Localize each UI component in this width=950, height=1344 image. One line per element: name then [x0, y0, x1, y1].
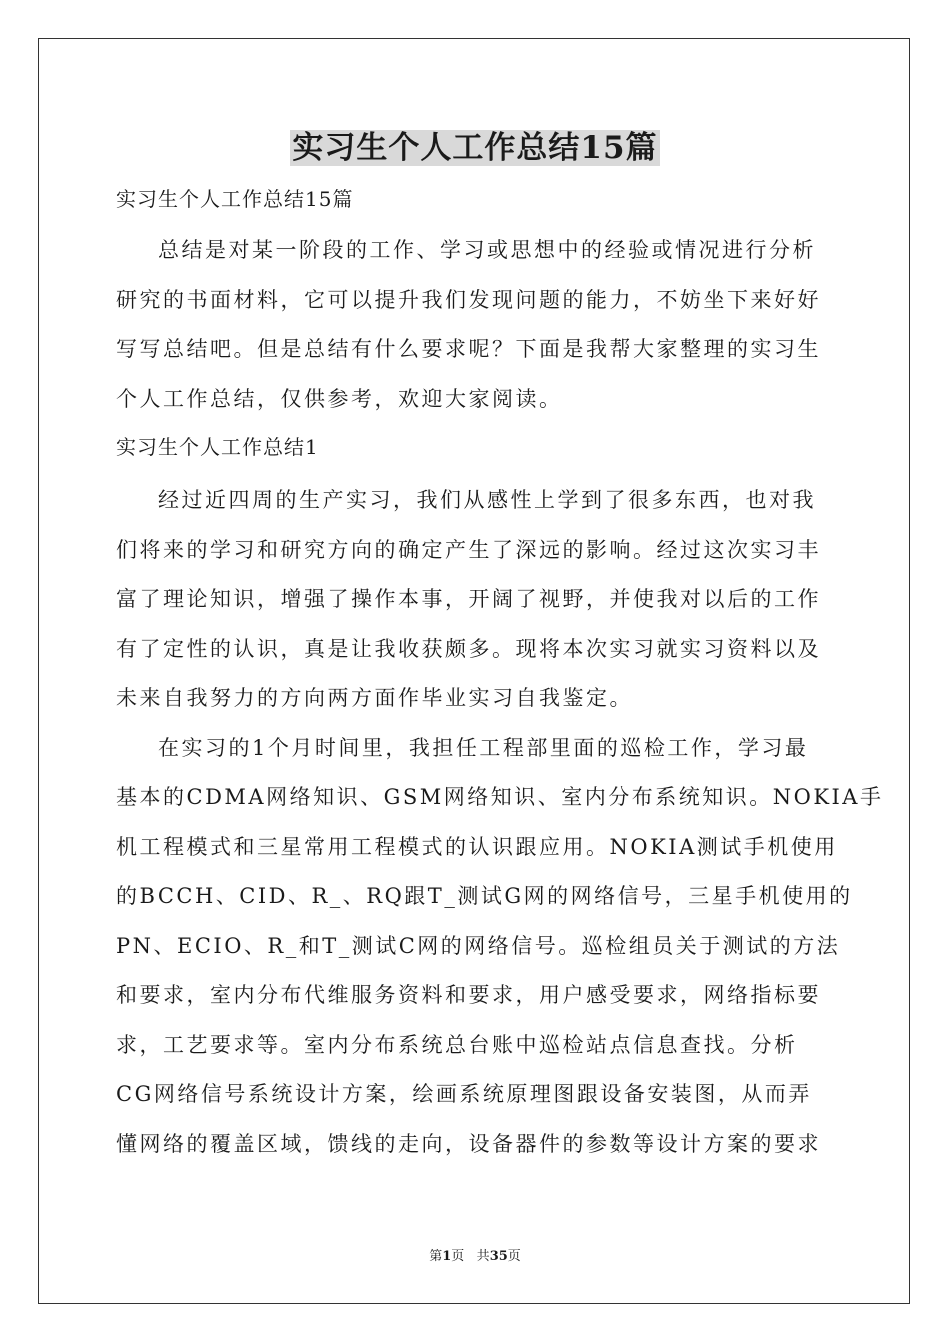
paragraph-line: 们将来的学习和研究方向的确定产生了深远的影响。经过这次实习丰 [116, 537, 821, 562]
paragraph-line: 在实习的1个月时间里，我担任工程部里面的巡检工作，学习最 [158, 735, 809, 760]
intro-line: 总结是对某一阶段的工作、学习或思想中的经验或情况进行分析 [158, 238, 816, 262]
intro-line: 个人工作总结，仅供参考，欢迎大家阅读。 [116, 386, 563, 411]
paragraph-line: CG网络信号系统设计方案，绘画系统原理图跟设备安装图，从而弄 [116, 1082, 812, 1106]
paragraph-line: 和要求，室内分布代维服务资料和要求，用户感受要求，网络指标要 [116, 983, 821, 1007]
page-suffix: 页 [451, 1249, 465, 1264]
paragraph-line: 基本的CDMA网络知识、GSM网络知识、室内分布系统知识。NOKIA手 [116, 785, 884, 809]
paragraph-2 [116, 724, 884, 1170]
paragraph-line: 经过近四周的生产实习，我们从感性上学到了很多东西，也对我 [158, 488, 816, 512]
document-title [0, 126, 950, 170]
total-pages: 35 [489, 1249, 508, 1264]
page-prefix: 第 [429, 1249, 443, 1264]
page-number: 1 [442, 1249, 452, 1264]
intro-line: 研究的书面材料，它可以提升我们发现问题的能力，不妨坐下来好好 [116, 287, 821, 312]
paragraph-1 [116, 476, 834, 724]
paragraph-line: 求，工艺要求等。室内分布系统总台账中巡检站点信息查找。分析 [116, 1032, 798, 1057]
document-body [116, 178, 884, 1169]
paragraph-line: 有了定性的认识，真是让我收获颇多。现将本次实习就实习资料以及 [116, 636, 821, 661]
total-prefix: 共 [476, 1249, 490, 1264]
intro-line: 写写总结吧。但是总结有什么要求呢？下面是我帮大家整理的实习生 [116, 337, 821, 361]
paragraph-line: 的BCCH、CID、R_、RQ跟T_测试G网的网络信号，三星手机使用的 [116, 884, 853, 908]
section-heading: 实习生个人工作总结1 [116, 435, 319, 459]
paragraph-line: 富了理论知识，增强了操作本事，开阔了视野，并使我对以后的工作 [116, 587, 821, 611]
paragraph-line: PN、ECIO、R_和T_测试C网的网络信号。巡检组员关于测试的方法 [116, 933, 841, 958]
paragraph-line: 未来自我努力的方向两方面作毕业实习自我鉴定。 [116, 686, 633, 710]
document-subtitle: 实习生个人工作总结15篇 [116, 187, 354, 211]
intro-paragraph [116, 226, 834, 424]
total-suffix: 页 [507, 1249, 521, 1264]
document-title-text: 实习生个人工作总结15篇 [292, 130, 658, 166]
page-footer [0, 1248, 950, 1266]
paragraph-line: 机工程模式和三星常用工程模式的认识跟应用。NOKIA测试手机使用 [116, 834, 838, 859]
paragraph-line: 懂网络的覆盖区域，馈线的走向，设备器件的参数等设计方案的要求 [116, 1131, 821, 1156]
